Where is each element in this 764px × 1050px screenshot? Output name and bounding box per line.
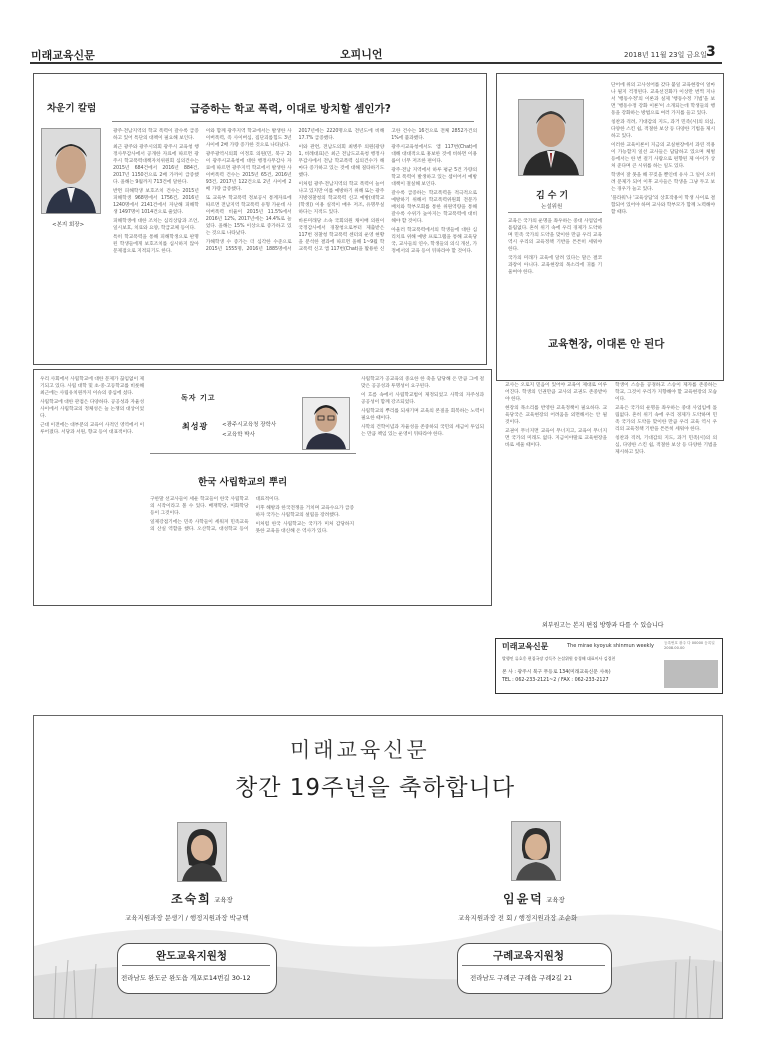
- ad-right-address: 전라남도 구례군 구례읍 구례2길 21: [470, 974, 573, 982]
- ad-left-title: 교육장: [214, 896, 233, 904]
- column3-paragraph: 일제강점기에는 민족 사학들이 세워져 민족교육의 산실 역할을 했다. 오산학교, 대성학교 등이 대표적이다.: [150, 497, 280, 532]
- ad-left-address: 전라남도 완도군 완도읍 개포로14번길 30-12: [121, 974, 251, 982]
- column2-paragraph: 칭찬과 격려, 기대감의 지도, 과거 민족(시)의 의심, 다양한 스킨 쉽, 적절한 보상 등 다양한 기법을 제시하고 있다.: [615, 436, 717, 455]
- ad-headline: 창간 19주년을 축하합니다: [235, 775, 516, 801]
- column1-paragraph: 이처럼 광주·전남지역의 학교 폭력이 늘어나고 있지만 이를 예방하기 위해 또는 광주지방경찰청의 학교폭력 신고 예방(대학교(학생)) 이용 실적이 매우 저조, 유명무실하다는 지적도 있다.: [298, 182, 385, 215]
- column3-author-photo: [302, 397, 350, 450]
- info-english-name: The mirae kyoyuk shinmun weekly: [567, 643, 654, 649]
- column2-paragraph: 이러한 교육이론이 지금의 교실현장에서 과연 적용이 가능할지 일선 교사들은 답답하고 있으며 체벌 등에서는 한 번 걸기 사람으로 편향된 제 아이가 상처 준다며 큰 시위를 하는 일도 있다.: [611, 143, 715, 169]
- column3-author: 최성광: [182, 422, 209, 431]
- column1-paragraph: 가해학생 수 증가는 더 심각한 수준으로 2015년 1555명, 2016년 1885명에서 2017년에는 2220명으로 전년도에 비해 17.7% 급증했다.: [205, 129, 385, 252]
- column3-paragraph: 근대 이전에는 대부분의 교육이 사적인 영역에서 이루어졌다. 서당과 서원, 향교 등이 대표적이다.: [40, 423, 144, 435]
- column1-paragraph: 이와 함께 광주지역 학교에서는 발생한 사이버폭력, 즉 사이버심, 집단괴롭힘도 3년 사이에 2배 가량 증가한 것으로 나타났다.: [205, 129, 292, 148]
- column2-author: 김수기: [536, 191, 572, 201]
- info-address: 본 사 : 광주시 북구 무등로 134(미래교육신문 사옥): [502, 670, 611, 675]
- masthead-page-number: 3: [706, 44, 716, 60]
- column1-paragraph: 광주·전남지역의 학교 폭력이 갈수록 급증하고 있어 특단의 대책이 필요해 보인다.: [113, 129, 199, 141]
- column1-photo-caption: <본지 회장>: [52, 222, 85, 228]
- ad-right-photo: [511, 821, 561, 881]
- column1-paragraph: 광주시교육청에서도 앱 117번(Chat)에 대해 대대적으로 홍보한 것에 비하면 이용률이 너무 저조한 편이다.: [391, 145, 477, 164]
- column1-paragraph: 특히 학교폭력을 통해 피해학생으로 판명된 학생들에게 보호조치를 십시하지 않아 문제점으로 지적되기도 한다.: [113, 235, 199, 254]
- column2-body-c: [505, 382, 717, 600]
- info-paper-name: 미래교육신문: [502, 642, 549, 651]
- column1-headline-rule: [112, 121, 474, 122]
- column1-body: [113, 128, 477, 356]
- column2-paragraph: 교육은 국가의 운명을 좌우하는 중대 사업임에 틀림없다. 흔히 위기 속에 우리 경제가 도약하며 민족 국가의 도약을 맞이한 만큼 우리 교육 역시 우리의 교육정책 기반을 튼튼히 세워야 한다.: [615, 406, 717, 432]
- ad-left-office-divider: [122, 965, 270, 966]
- column3-paragraph: 사립학교의 뿌리를 되새기며 교육의 본질을 회복하는 노력이 필요한 때이다.: [361, 409, 484, 421]
- column2-paragraph: 교사는 오로지 믿음이 있어야 교육이 제대로 이루어진다. 학생의 인권만큼 교사의 교권도 존중받아야 한다.: [505, 383, 607, 402]
- column1-paragraph: 피해학생에 대한 조치는 심리상담과 조언, 일시보호, 치료와 요양, 학급교체 등이다.: [113, 219, 199, 231]
- column1-paragraph: 갈수록 급증하는 학교폭력을 적극적으로 예방하기 위해서 학교폭력위원회 전문가 배치와 학부모회를 통한 위원역량을 통해 갈수록 수위가 높아지는 학교폭력에 대비해야 할 것이다.: [391, 191, 477, 224]
- column3-paragraph: 이 흐름 속에서 사립학교법이 제정되었고 사학의 자주성과 공공성이 함께 강조되었다.: [361, 393, 484, 405]
- column3-body-middle: [150, 496, 354, 598]
- masthead-paper-name: 미래교육신문: [31, 49, 95, 62]
- column1-author-photo: [41, 128, 101, 214]
- column1-paragraph: 반면 피해학생 보호조치 건수는 2015년 피해학생 968명에서 1756건, 2016년 1240명에서 2141건에서 자난해 피해학생 1497명이 1014건으로 줄었다.: [113, 189, 199, 215]
- column2-paragraph: 교육은 국가의 운명을 좌우하는 중대 사업임에 틀림없다. 흔히 위기 속에 우리 경제가 도약하며 민족 국가의 도약을 맞이한 만큼 우리 교육 역시 우리의 교육정책 기반을 튼튼히 세워야 한다.: [508, 219, 602, 252]
- column2-paragraph: 학생이 스승을 공경하고 스승이 제자를 존중하는 학교, 그것이 우리가 지향해야 할 교육현장의 모습이다.: [615, 383, 717, 402]
- column3-body-left: [40, 376, 144, 598]
- column2-paragraph: 칭찬과 격려, 기대감의 지도, 과거 민족(시)의 의심, 다양한 스킨 쉽, 적절한 보상 등 다양한 기법을 제시하고 있다.: [611, 120, 715, 139]
- column3-paragraph: 이처럼 한국 사립학교는 국가가 미처 감당하지 못한 교육을 대신해 온 역사가 있다.: [255, 522, 354, 534]
- masthead-rule: [30, 62, 722, 64]
- column2-paragraph: 학생이 잘 못을 해 꾸짖을 뿐인데 유사 그 일이 오히려 문제가 되어 이후 교사들은 학생을 그냥 두고 보는 경우가 늘고 있다.: [611, 173, 715, 192]
- column1-paragraph: 또 교육부 학교폭력 정보공시 통계자료에 따르면 전남지역 학교폭력 유형 가운데 사이버폭력 비율이 2015년 11.5%에서 2016년 12%, 2017년에는 14.4%로 늘었다. 올해는 15% 이상으로 증가하고 있는 것으로 나타났다.: [205, 196, 292, 236]
- column2-body-b: [611, 82, 715, 327]
- ad-left-photo: [177, 822, 227, 882]
- masthead-date: 2018년 11월 23일 금요일: [624, 51, 707, 59]
- column3-paragraph: 사학의 건학이념과 자율성을 존중하되 국민의 세금이 투입되는 만큼 책임 있는 운영이 뒤따라야 한다.: [361, 425, 484, 437]
- column3-header-rule: [150, 453, 356, 454]
- column1-headline: 급증하는 학교 폭력, 이대로 방치할 셈인가?: [190, 103, 391, 115]
- column2-author-role: 논설위원: [541, 204, 563, 210]
- column2-paragraph: 교권이 무너지면 교육이 무너지고, 교육이 무너지면 국가의 미래도 없다. 지금이야말로 교육현장을 바로 세울 때이다.: [505, 429, 607, 448]
- column3-kicker: 독자 기고: [181, 394, 216, 402]
- column3-paragraph: 이후 해방과 한국전쟁을 거치며 교육수요가 급증하자 국가는 사립학교의 설립을 장려했다.: [255, 506, 354, 518]
- column3-author-info-2: <교육학 박사: [222, 432, 255, 438]
- column1-paragraph: 아울러 학교폭력에서의 학생들에 대한 심리치료 위해 예방 프로그램을 통해 교육당국, 교사들의 연수, 학생들의 의식 개선, 가정에서의 교육 등이 뒤따라야 할 것이다.: [391, 228, 477, 254]
- column1-paragraph: 광주광역시의회 이정호 의원(민, 북구 2)이 광주시교육청에 대한 행정사무감사 자료에 따르면 광주지역 학교에서 발생한 사이버폭력 건수는 2015년 65건, 2016년 93건, 2017년 122건으로 2년 사이에 2배 가량 급증했다.: [205, 152, 292, 192]
- column2-paragraph: '플라워'나 '교육상담'의 상호작용이 학생 사이로 결합되어 있어야 하며 교사와 학부모가 함께 노력해야 할 때다.: [611, 196, 715, 215]
- ad-right-title: 교육장: [546, 896, 565, 904]
- ad-left-office: 완도교육지원청: [156, 950, 228, 962]
- column2-headline: 교육현장, 이대론 안 된다: [548, 338, 665, 350]
- ad-left-staff: 교육지원과장 문생기 / 행정지원과장 박규백: [125, 914, 249, 922]
- column1-paragraph: 최근 광주와 광주시의회 광주시 교육청 행정사무감사에서 공개한 자료에 따르면 광주시 학교폭력대책자치위원회 심의건수는 2015년 684건에서 2016년 884건, 2017년 1150건으로 2배 가까이 급증했다. 올해는 9월까지 713건에 달한다.: [113, 145, 199, 185]
- column3-body-right: [361, 376, 484, 598]
- ad-paper-name: 미래교육신문: [290, 738, 430, 762]
- column1-paragraph: 바른미래당 소속 국회의원 채이배 의원이 국정감사에서 경찰청으로부터 제출받은 117번 경찰청 학교폭력 센터의 운영 현황을 분석한 결과에 따르면 올해 1~9월 학교폭력 신고 앱 117번(Chat)을 활용한 신고한 건수는 16건으로 전체 2852가건의 1%에 불과했다.: [298, 129, 477, 252]
- ad-right-staff: 교육지원과장 전 회 / 행정지원과장 조순화: [458, 914, 578, 922]
- ad-right-office-divider: [462, 965, 605, 966]
- info-logo-box: [664, 660, 718, 688]
- column1-kicker: 차운기 칼럼: [47, 103, 97, 114]
- column3-paragraph: 사립학교에 대한 관점은 다양하다. 공공성과 자율성 사이에서 사립학교의 정체성은 늘 논쟁의 대상이었다.: [40, 400, 144, 419]
- column3-paragraph: 우리 사회에서 사립학교에 대한 문제가 끊임없이 제기되고 있다. 사립 대학 및 초·중·고등학교를 비롯해 최근에는 사립유치원까지 이슈의 중심에 섰다.: [40, 377, 144, 396]
- column3-headline: 한국 사립학교의 뿌리: [198, 477, 288, 488]
- column2-paragraph: 국가의 미래가 교육에 달려 있다는 말은 결코 과장이 아니다. 교육현장의 목소리에 귀를 기울여야 한다.: [508, 256, 602, 275]
- info-phone: TEL : 062-233-2121~2 / FAX : 062-233-2127: [502, 678, 609, 683]
- column2-photo-rule: [508, 212, 602, 213]
- column3-paragraph: 사립학교가 공교육의 중요한 한 축을 담당해 온 만큼 그에 걸맞은 공공성과 투명성이 요구된다.: [361, 377, 484, 389]
- info-right-note: 등록번호 광주 다 00000 등록일 2008.00.00: [664, 641, 715, 650]
- ad-left-name: 조숙희: [171, 892, 212, 906]
- column1-paragraph: 광주·전남 지역에서 하루 평균 5건 가량의 학교 폭력이 발생하고 있는 셈이어서 예방 대책이 절실해 보인다.: [391, 168, 477, 187]
- info-staff: 발행인 류호웅 편집국장 강득주 논설위원 송경해 대표이사 김경천: [502, 656, 616, 661]
- ad-right-name: 임윤덕: [503, 892, 544, 906]
- external-article-notice: 외부원고는 본지 편집 방향과 다를 수 있습니다: [542, 622, 664, 629]
- column2-paragraph: 단어에 위의 고사성어를 갖다 붙일 교육현장이 얼마나 될지 걱정된다. 교육선진화가 이상만 번쩍 지나서 '행동수정'의 이론과 실제 '행동수정 기법'을 보면 '행동수정 강화 이론'이 소개되는데 학생들의 행동을 강화하는 방법으로 여러 가지를 들고 있다.: [611, 83, 715, 116]
- ad-right-office: 구례교육지원청: [493, 950, 565, 962]
- column3-author-info-1: <광주시교육청 장학사: [222, 422, 277, 428]
- column1-paragraph: 이와 관련, 전남도의회 최병주 의원(광양1, 비례대표)은 최근 전남도교육청 행정사무감사에서 전남 학교폭력 심의건수가 해마다 증가하고 있는 것에 대해 질타하기도 했다.: [298, 145, 385, 178]
- column2-paragraph: 현장의 목소리를 반영한 교육정책이 필요하다. 교육당국은 교육현장의 어려움을 외면해서는 안 될 것이다.: [505, 406, 607, 425]
- column2-body-a: [508, 218, 602, 323]
- masthead-section: 오피니언: [340, 48, 383, 61]
- column2-author-photo: [518, 99, 584, 176]
- column3-paragraph: 구한말 선교사들이 세운 학교들이 한국 사립학교의 시작이라고 볼 수 있다. 배재학당, 이화학당 등이 그것이다.: [150, 497, 249, 516]
